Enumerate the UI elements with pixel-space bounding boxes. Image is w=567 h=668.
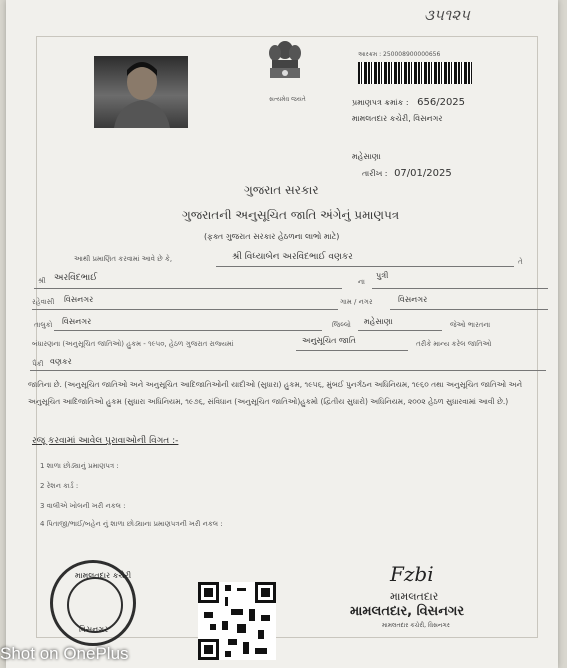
relation-value: પુત્રી	[376, 271, 389, 280]
certify-label: આથી પ્રમાણિત કરવામાં આવે છે કે,	[74, 255, 173, 263]
date-label: તારીખ :	[362, 169, 388, 178]
district-value: મહેસાણા	[364, 317, 393, 326]
applicant-name: શ્રી વિધ્યાબેન અરવિંદભાઈ વણકર	[232, 252, 353, 262]
certificate-number-value: 656/2025	[417, 97, 466, 108]
stamp-outer-text: મામલતદાર કચેરી	[75, 571, 132, 580]
qr-code	[198, 582, 276, 660]
name-suffix: તે	[518, 258, 523, 266]
date-value: 07/01/2025	[394, 168, 452, 179]
issue-date	[362, 168, 452, 179]
evidence-item: 1 શાળા છોડ્યાનું પ્રમાણપત્ર :	[40, 462, 119, 470]
resident-label: રહેવાસી	[32, 298, 55, 306]
evidence-item: 4 પિતાજી/ભાઈ/બહેન નું શાળા છોડ્યાના પ્રમાણપત્રની ખરી નકલ :	[40, 520, 223, 528]
national-emblem-icon	[264, 40, 306, 96]
caste-value: અનુસૂચિત જાતિ	[302, 336, 356, 345]
recognized-text: તરીકે માન્ય કરેલ જાતિઓ	[416, 340, 492, 348]
certificate-number	[352, 97, 465, 108]
signature: Fzbi	[390, 562, 434, 586]
relation-label: ના	[358, 278, 365, 286]
evidence-heading: રજૂ કરવામાં આવેલ પુરાવાઓની વિગત :-	[32, 436, 179, 446]
barcode-text: આરક્રમ : 250008900000656	[358, 51, 441, 58]
father-prefix: શ્રી	[38, 277, 46, 285]
sub-caste-value: વણકર	[50, 357, 72, 366]
barcode	[358, 62, 472, 84]
official-stamp	[50, 560, 136, 646]
signatory-designation: મામલતદાર	[390, 590, 439, 603]
certificate-paper	[6, 0, 558, 668]
office-name: મામલતદાર કચેરી, વિસનગર	[352, 114, 443, 123]
village-value: વિસનગર	[398, 295, 428, 304]
stamp-center-text: વિસનગર	[79, 625, 109, 634]
applicant-photo	[94, 56, 188, 128]
signatory-office: મામલતદાર, વિસનગર	[350, 604, 465, 619]
camera-watermark: Shot on OnePlus	[0, 644, 129, 663]
government-title: ગુજરાત સરકાર	[244, 183, 319, 197]
place-name: મહેસાણા	[352, 152, 381, 161]
evidence-item: 3 વાલીએ ખોલની ખરી નકલ :	[40, 502, 126, 510]
state-label: જેઓ ભારતના	[450, 321, 491, 329]
act-paragraph: જાતિના છે. (અનુસૂચિત જાતિઓ અને અનુસૂચિત આદિજાતિઓની યાદીઓ (સુધારા) હુકમ, ૧૯૫૬, મુંબઈ પુનર્ગઠન અધિનિયમ, ૧૯૬૦ તથા અનુસૂચિત જાતિઓ અને અનુસૂચિત આદિજાતિઓ હુકમ (સુધારા અધિનિયમ, ૧૯૭૬, સંવિધાન (અનુસૂચિત જાતિઓ)હુકમો (દ્વિતીય સુધારો) અધિનિયમ, ૨૦૦૨ હેઠળ સુધારવામાં આવી છે.)	[28, 380, 523, 406]
district-label: જિલ્લો	[332, 321, 351, 329]
order-text: બંધારણના (અનુસૂચિત જાતિઓ) હુકમ - ૧૯૫૦, હેઠળ ગુજરાત રાજ્યમાં	[32, 340, 234, 348]
certificate-subtitle: (ફક્ત ગુજરાત સરકાર હેઠળના લાભો માટે)	[204, 232, 340, 241]
taluka-label: તાલુકો	[34, 321, 53, 329]
certificate-number-label: પ્રમાણપત્ર ક્રમાંક :	[352, 98, 409, 107]
handwritten-number: ૩૫૧૨૫	[424, 6, 470, 24]
taluka-value: વિસનગર	[62, 317, 92, 326]
father-name: અરવિંદભાઈ	[54, 273, 98, 283]
certificate-title: ગુજરાતની અનુસૂચિત જાતિ અંગેનું પ્રમાણપત્ર	[182, 208, 400, 222]
emblem-caption: સત્યમેવ જયતે	[269, 96, 306, 103]
village-label: ગામ / નગર	[340, 298, 373, 306]
evidence-item: 2 રેશન કાર્ડ :	[40, 482, 79, 490]
signatory-office-small: મામલતદાર કચેરી, વિસનગર	[382, 622, 450, 629]
resident-value: વિસનગર	[64, 295, 94, 304]
sub-caste-label: પૈકી	[32, 360, 44, 368]
